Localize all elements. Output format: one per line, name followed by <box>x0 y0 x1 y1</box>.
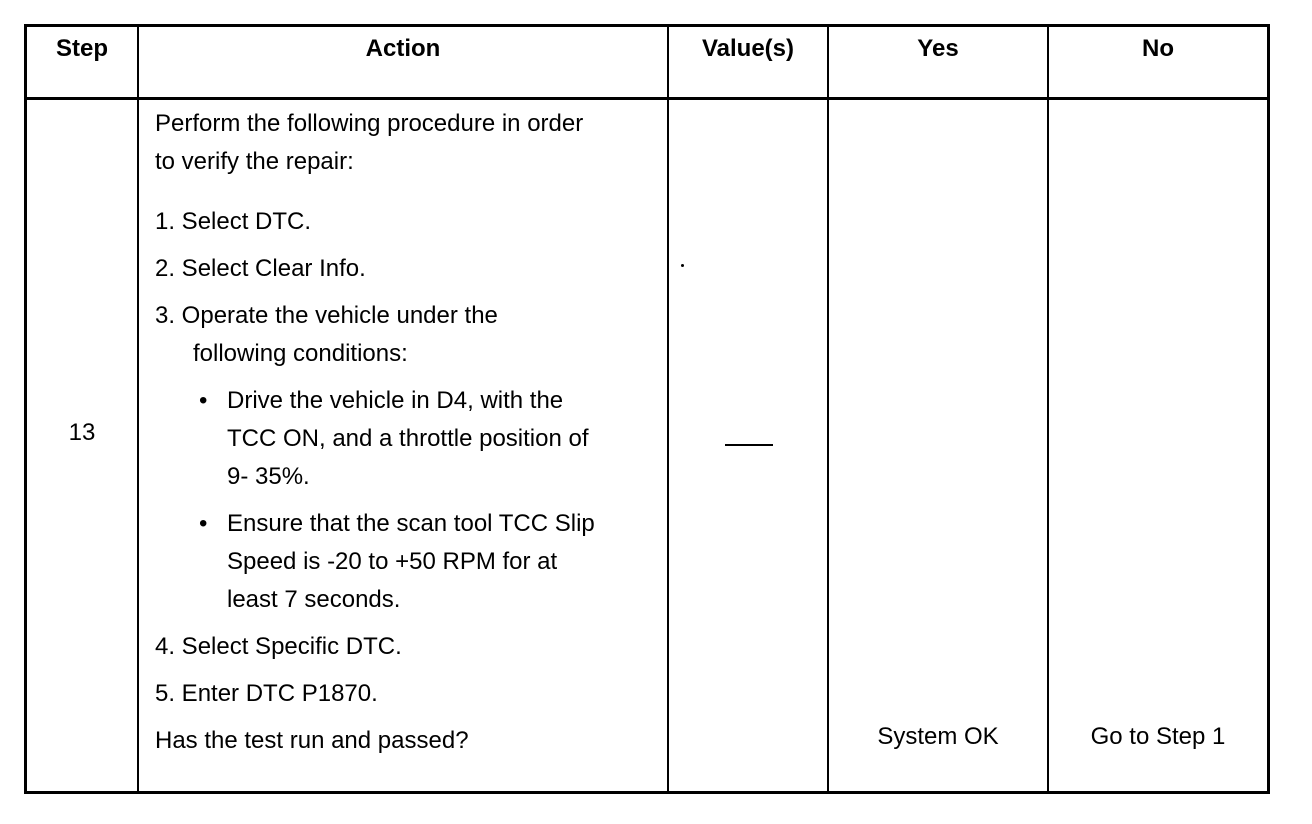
step-number: 13 <box>68 419 96 446</box>
bullet-marker: • <box>199 510 208 537</box>
no-result: Go to Step 1 <box>1090 723 1226 750</box>
bullet-line: least 7 seconds. <box>227 586 401 613</box>
question: Has the test run and passed? <box>155 727 469 754</box>
intro-line: to verify the repair: <box>155 148 354 175</box>
header-step: Step <box>55 35 108 62</box>
column-divider <box>1047 27 1049 791</box>
bullet-line: Speed is -20 to +50 RPM for at <box>227 548 558 575</box>
procedure-step-4: 4. Select Specific DTC. <box>155 633 402 660</box>
column-divider <box>827 27 829 791</box>
column-divider <box>137 27 139 791</box>
action-cell <box>155 105 675 769</box>
intro-line: Perform the following procedure in order <box>155 110 584 137</box>
bullet-line: Drive the vehicle in D4, with the <box>227 387 564 414</box>
procedure-step-3 <box>155 297 675 373</box>
procedure-step-3-line: 3. Operate the vehicle under the <box>155 302 498 329</box>
header-action: Action <box>365 35 441 62</box>
condition-bullet-2 <box>155 505 675 619</box>
scan-speck <box>681 264 684 267</box>
procedure-step-3-line: following conditions: <box>193 340 408 367</box>
header-no: No <box>1142 35 1174 62</box>
procedure-step-1: 1. Select DTC. <box>155 208 312 235</box>
header-yes: Yes <box>917 35 959 62</box>
bullet-line: 9- 35%. <box>227 463 310 490</box>
yes-result: System OK <box>877 723 999 750</box>
bullet-line: TCC ON, and a throttle position of <box>227 425 589 452</box>
procedure-step-5: 5. Enter DTC P1870. <box>155 680 378 707</box>
procedure-step-2: 2. Select Clear Info. <box>155 255 366 282</box>
diagnostic-table <box>24 24 1270 794</box>
value-dash <box>725 444 773 446</box>
header-divider <box>27 97 1267 100</box>
header-values: Value(s) <box>701 35 795 62</box>
condition-bullet-1 <box>155 382 675 496</box>
bullet-line: Ensure that the scan tool TCC Slip <box>227 510 595 537</box>
bullet-marker: • <box>199 387 208 414</box>
